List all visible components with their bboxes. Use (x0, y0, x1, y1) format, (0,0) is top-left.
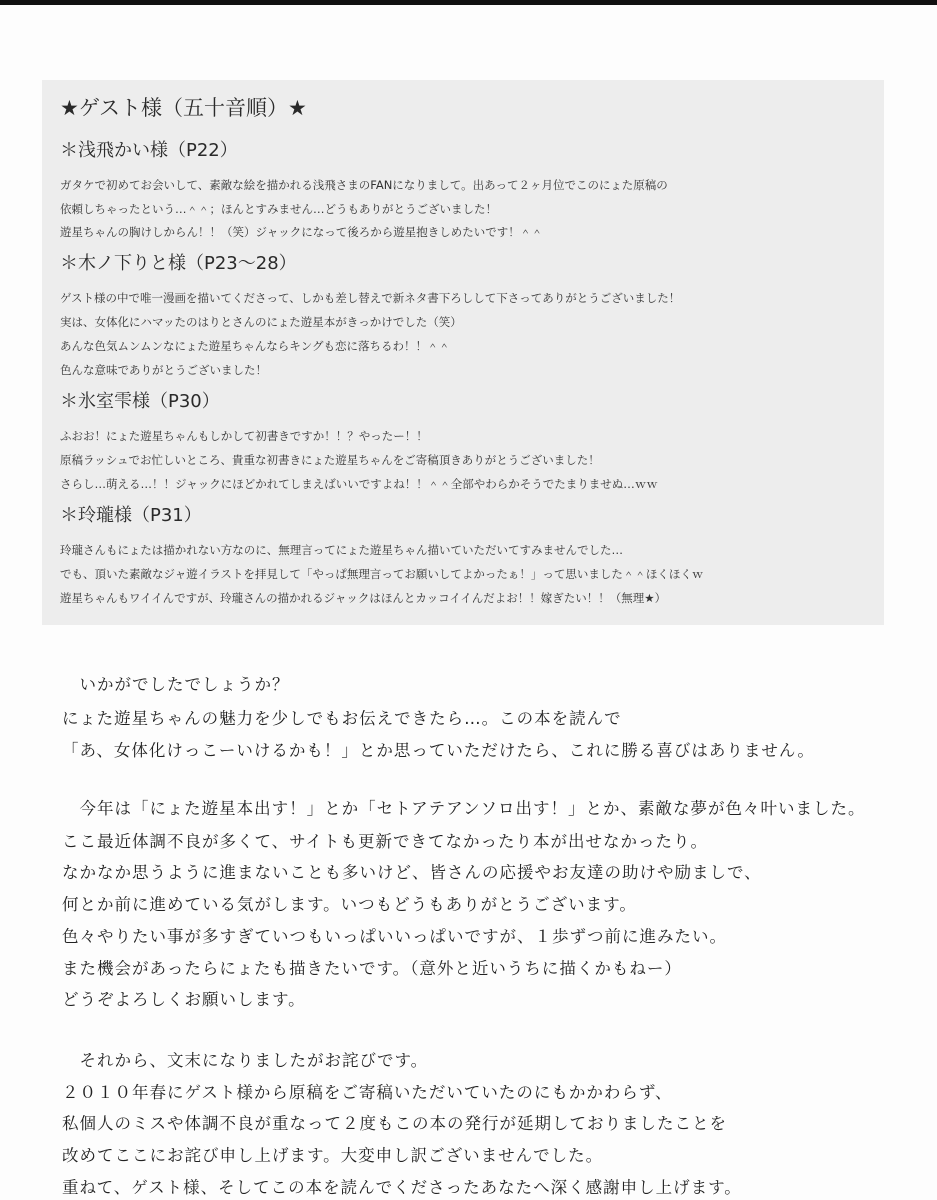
afterword-line: ここ最近体調不良が多くて、サイトも更新できてなかったり本が出せなかったり。 (62, 832, 709, 851)
afterword-line: ２０１０年春にゲスト様から原稿をご寄稿いただいていたのにもかかわらず、 (62, 1083, 673, 1102)
afterword-line: いかがでしたでしょうか？ (62, 675, 290, 694)
scan-edge (0, 0, 937, 5)
guest-comment-line: さらし…萌える…！！ジャックにほどかれてしまえばいいですよね！！＾＾全部やわらかそうでたまりませぬ…ｗｗ (60, 477, 658, 491)
guest-comment-line: 遊星ちゃんもワイイんですが、玲瓏さんの描かれるジャックはほんとカッコイイんだよお！！嫁ぎたい！！（無理★） (60, 591, 667, 605)
afterword-line: なかなか思うように進まないことも多いけど、皆さんの応援やお友達の助けや励ましで、 (62, 863, 762, 882)
afterword-line: 「あ、女体化けっこーいけるかも！」とか思っていただけたら、これに勝る喜びはありません。 (62, 741, 815, 760)
guest-comment-line: 原稿ラッシュでお忙しいところ、貴重な初書きにょた遊星ちゃんをご寄稿頂きありがとうございました！ (60, 453, 600, 467)
afterword-line: 色々やりたい事が多すぎていつもいっぱいいっぱいですが、１歩ずつ前に進みたい。 (62, 927, 727, 946)
afterword-line: 重ねて、ゲスト様、そしてこの本を読んでくださったあなたへ深く感謝申し上げます。 (62, 1178, 742, 1197)
afterword-line: 今年は「にょた遊星本出す！」とか「セトアテアンソロ出す！」とか、素敵な夢が色々叶いました。 (62, 799, 866, 818)
afterword-line: それから、文末になりましたがお詫びです。 (62, 1051, 429, 1070)
afterword-line: 改めてここにお詫び申し上げます。大変申し訳ございませんでした。 (62, 1146, 604, 1165)
afterword-line: にょた遊星ちゃんの魅力を少しでもお伝えできたら…。この本を読んで (62, 709, 622, 728)
guest-comment-line: あんな色気ムンムンなにょた遊星ちゃんならキングも恋に落ちるわ！！＾＾ (60, 339, 450, 353)
afterword-line: どうぞよろしくお願いします。 (62, 990, 306, 1009)
guest-comment-line: 遊星ちゃんの胸けしからん！！（笑）ジャックになって後ろから遊星抱きしめたいです！＾＾ (60, 225, 543, 239)
guest-comment-line: 依頼しちゃったという…＾＾；ほんとすみません…どうもありがとうございました！ (60, 202, 497, 216)
guest-comment-line: 玲瓏さんもにょたは描かれない方なのに、無理言ってにょた遊星ちゃん描いていただいてすみませんでした… (60, 543, 624, 557)
guest-comment-line: 実は、女体化にハマッたのはりとさんのにょた遊星本がきっかけでした（笑） (60, 315, 462, 329)
guest-heading: ＊浅飛かい様（P22） (60, 140, 238, 161)
afterword-line: 何とか前に進めている気がします。いつもどうもありがとうございます。 (62, 895, 637, 914)
guest-comment-line: ゲスト様の中で唯一漫画を描いてくださって、しかも差し替えで新ネタ書下ろしして下さってありがとうございました！ (60, 291, 681, 305)
guest-heading: ＊玲瓏様（P31） (60, 505, 202, 526)
guest-comment-line: ふおお！にょた遊星ちゃんもしかして初書きですか！！？やったー！！ (60, 429, 428, 443)
guest-heading: ＊木ノ下りと様（P23～28） (60, 253, 297, 274)
afterword-line: また機会があったらにょたも描きたいです。（意外と近いうちに描くかもねー） (62, 959, 682, 978)
guest-comment-line: ガタケで初めてお会いして、素敵な絵を描かれる浅飛さまのFANになりまして。出あって２ヶ月位でこのにょた原稿の (60, 178, 668, 192)
guest-section-title: ★ゲスト様（五十音順）★ (60, 96, 307, 120)
afterword-line: 私個人のミスや体調不良が重なって２度もこの本の発行が延期しておりましたことを (62, 1114, 727, 1133)
guest-comment-line: 色んな意味でありがとうございました！ (60, 363, 267, 377)
guest-heading: ＊氷室雫様（P30） (60, 391, 220, 412)
guest-comment-line: でも、頂いた素敵なジャ遊イラストを拝見して「やっぱ無理言ってお願いしてよかったぁ！」って思いました＾＾ほくほくｗ (60, 567, 704, 581)
